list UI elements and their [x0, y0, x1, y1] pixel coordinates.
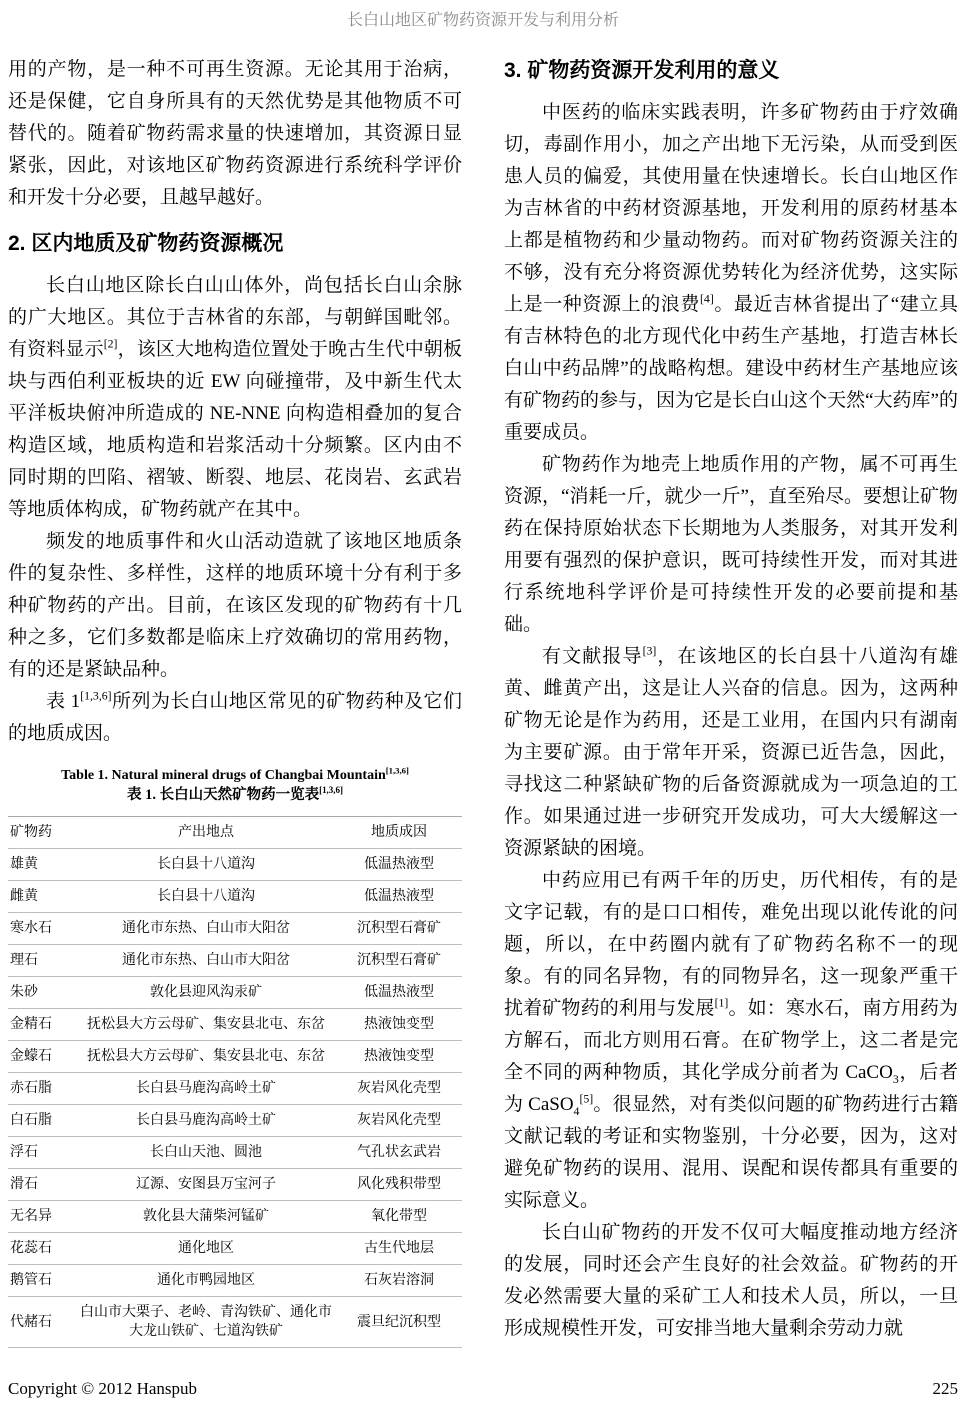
- table-cell: 低温热液型: [364, 985, 434, 1000]
- paragraph: 矿物药作为地壳上地质作用的产物，属不可再生资源，“消耗一斤，就少一斤”，直至殆尽。要想让矿物药在保持原始状态下长期地为人类服务，对其开发利用要有强烈的保护意识，既可持续性开发，而对其进行系统地科学评价是可持续性开发的必要前提和基础。: [504, 454, 958, 635]
- table-row: [8, 849, 462, 881]
- table-cell: 敦化县大蒲柴河锰矿: [143, 1209, 269, 1224]
- table-row: [8, 1137, 462, 1169]
- table-cell: 敦化县迎风沟汞矿: [150, 985, 262, 1000]
- table-row: [8, 913, 462, 945]
- table-row: [8, 1265, 462, 1297]
- table-cell: 通化市东热、白山市大阳岔: [122, 921, 290, 936]
- table-caption-zh: 表 1. 长白山天然矿物药一览表[1,3,6]: [126, 785, 344, 803]
- section-3-heading: 3. 矿物药资源开发利用的意义: [504, 59, 780, 82]
- table-cell: 热液蚀变型: [364, 1049, 434, 1064]
- table-cell: 低温热液型: [364, 857, 434, 872]
- table-cell: 通化市东热、白山市大阳岔: [122, 953, 290, 968]
- mineral-table-body: [8, 849, 462, 1348]
- table-cell: 风化残积带型: [357, 1177, 441, 1192]
- table-cell: 浮石: [10, 1145, 38, 1160]
- paragraph: 用的产物，是一种不可再生资源。无论其用于治病，还是保健，它自身所具有的天然优势是其他物质不可替代的。随着矿物药需求量的快速增加，其资源日显紧张，因此，对该地区矿物药资源进行系统科学评价和开发十分必要，且越早越好。: [8, 59, 462, 208]
- paragraph: 表 1[1,3,6]所列为长白山地区常见的矿物药种及它们的地质成因。: [8, 689, 462, 744]
- paragraph: 中药应用已有两千年的历史，历代相传，有的是文字记载，有的是口口相传，难免出现以讹传讹的问题，所以，在中药圈内就有了矿物药名称不一的现象。有的同名异物，有的同物异名，这一现象严重干扰着矿物药的利用与发展[1]。如：寒水石，南方用药为方解石，而北方则用石膏。在矿物学上，这二者是完全不同的两种物质，其化学成分前者为 CaCO$_3$，后者为 CaSO$_4$[5]。很显然，对有类似问题的矿物药进行古籍文献记载的考证和实物鉴别，十分必要，因为，这对避免矿物药的误用、混用、误配和误传都具有重要的实际意义。: [504, 870, 958, 1211]
- table-cell: 雌黄: [10, 889, 38, 904]
- table-header-row: [8, 817, 462, 849]
- table-cell: 震旦纪沉积型: [357, 1314, 441, 1330]
- table-caption-en: Table 1. Natural mineral drugs of Changbai Mountain[1,3,6]: [61, 765, 409, 783]
- table-cell: 代赭石: [10, 1314, 52, 1330]
- paragraph: 长白山矿物药的开发不仅可大幅度推动地方经济的发展，同时还会产生良好的社会效益。矿物药的开发必然需要大量的采矿工人和技术人员，所以，一旦形成规模性开发，可安排当地大量剩余劳动力就: [504, 1222, 958, 1339]
- table-cell: 白山市大栗子、老岭、青沟铁矿、通化市大龙山铁矿、七道沟铁矿: [80, 1305, 332, 1339]
- table-row: [8, 945, 462, 977]
- table-cell: 抚松县大方云母矿、集安县北屯、东岔: [87, 1017, 325, 1032]
- table-cell: 鹅管石: [10, 1273, 52, 1288]
- table-cell: 白石脂: [10, 1113, 52, 1128]
- paragraph: 频发的地质事件和火山活动造就了该地区地质条件的复杂性、多样性，这样的地质环境十分有利于多种矿物药的产出。目前，在该区发现的矿物药有十几种之多，它们多数都是临床上疗效确切的常用药物，有的还是紧缺品种。: [8, 531, 462, 680]
- table-cell: 辽源、安图县万宝河子: [136, 1177, 276, 1192]
- table-cell: 金精石: [10, 1017, 52, 1032]
- column-header-location: 产出地点: [178, 825, 234, 840]
- table-cell: 氧化带型: [371, 1209, 427, 1224]
- table-cell: 低温热液型: [364, 889, 434, 904]
- table-cell: 通化市鸭园地区: [157, 1273, 255, 1288]
- running-head: 长白山地区矿物药资源开发与利用分析: [346, 12, 619, 29]
- page-footer: [8, 1378, 958, 1400]
- table-cell: 石灰岩溶洞: [364, 1273, 434, 1288]
- table-cell: 无名异: [10, 1209, 52, 1224]
- copyright-text: Copyright © 2012 Hanspub: [8, 1379, 198, 1398]
- table-cell: 长白山天池、圆池: [150, 1145, 262, 1160]
- table-cell: 理石: [10, 953, 38, 968]
- table-row: [8, 1201, 462, 1233]
- table-cell: 气孔状玄武岩: [357, 1145, 441, 1160]
- table-row: [8, 1105, 462, 1137]
- table-row: [8, 1169, 462, 1201]
- paragraph: 长白山地区除长白山山体外，尚包括长白山余脉的广大地区。其位于吉林省的东部，与朝鲜国毗邻。有资料显示[2]，该区大地构造位置处于晚古生代中朝板块与西伯利亚板块的近 EW 向碰撞带，及中新生代太平洋板块俯冲所造成的 NE-NNE 向构造相叠加的复合构造区域，地质构造和岩浆活动十分频繁。区内由不同时期的凹陷、褶皱、断裂、地层、花岗岩、玄武岩等地质体构成，矿物药就产在其中。: [8, 275, 462, 520]
- table-row: [8, 1233, 462, 1265]
- table-cell: 长白县马鹿沟高岭土矿: [136, 1113, 276, 1128]
- paragraph: 有文献报导[3]，在该地区的长白县十八道沟有雄黄、雌黄产出，这是让人兴奋的信息。因为，这两种矿物无论是作为药用，还是工业用，在国内只有湖南为主要矿源。由于常年开采，资源已近告急，因此，寻找这二种紧缺矿物的后备资源就成为一项急迫的工作。如果通过进一步研究开发成功，可大大缓解这一资源紧缺的困境。: [504, 644, 958, 859]
- table-row: [8, 1297, 462, 1348]
- column-header-genesis: 地质成因: [371, 825, 427, 840]
- table-cell: 热液蚀变型: [364, 1017, 434, 1032]
- table-row: [8, 881, 462, 913]
- table-cell: 长白县十八道沟: [157, 857, 255, 872]
- table-cell: 雄黄: [10, 857, 38, 872]
- table-cell: 滑石: [10, 1177, 38, 1192]
- table-cell: 古生代地层: [364, 1241, 434, 1256]
- table-cell: 灰岩风化壳型: [357, 1081, 441, 1096]
- table-cell: 赤石脂: [10, 1081, 52, 1096]
- table-row: [8, 1041, 462, 1073]
- table-row: [8, 1009, 462, 1041]
- table-cell: 金蠓石: [10, 1049, 52, 1064]
- column-header-mineral: 矿物药: [10, 825, 52, 840]
- two-column-body: [8, 54, 958, 1348]
- table-row: [8, 1073, 462, 1105]
- table-cell: 通化地区: [178, 1241, 234, 1256]
- table-cell: 朱砂: [10, 985, 38, 1000]
- table-caption: [8, 766, 462, 806]
- section-2-heading: 2. 区内地质及矿物药资源概况: [8, 232, 284, 255]
- table-cell: 长白县十八道沟: [157, 889, 255, 904]
- table-cell: 花蕊石: [10, 1241, 52, 1256]
- paragraph: 中医药的临床实践表明，许多矿物药由于疗效确切，毒副作用小，加之产出地下无污染，从而受到医患人员的偏爱，其使用量在快速增长。长白山地区作为吉林省的中药材资源基地，开发利用的原药材基本上都是植物药和少量动物药。而对矿物药资源关注的不够，没有充分将资源优势转化为经济优势，这实际上是一种资源上的浪费[4]。最近吉林省提出了“建立具有吉林特色的北方现代化中药生产基地，打造吉林长白山中药品牌”的战略构想。建设中药材生产基地应该有矿物药的参与，因为它是长白山这个天然“大药库”的重要成员。: [504, 102, 958, 443]
- mineral-table: [8, 816, 462, 1348]
- table-row: [8, 977, 462, 1009]
- table-cell: 灰岩风化壳型: [357, 1113, 441, 1128]
- table-cell: 寒水石: [10, 921, 52, 936]
- table-cell: 抚松县大方云母矿、集安县北屯、东岔: [87, 1049, 325, 1064]
- table-cell: 沉积型石膏矿: [357, 953, 441, 968]
- left-column: [8, 54, 462, 1348]
- page-number: 225: [932, 1379, 958, 1398]
- table-cell: 长白县马鹿沟高岭土矿: [136, 1081, 276, 1096]
- table-cell: 沉积型石膏矿: [357, 921, 441, 936]
- right-column: [504, 54, 958, 1348]
